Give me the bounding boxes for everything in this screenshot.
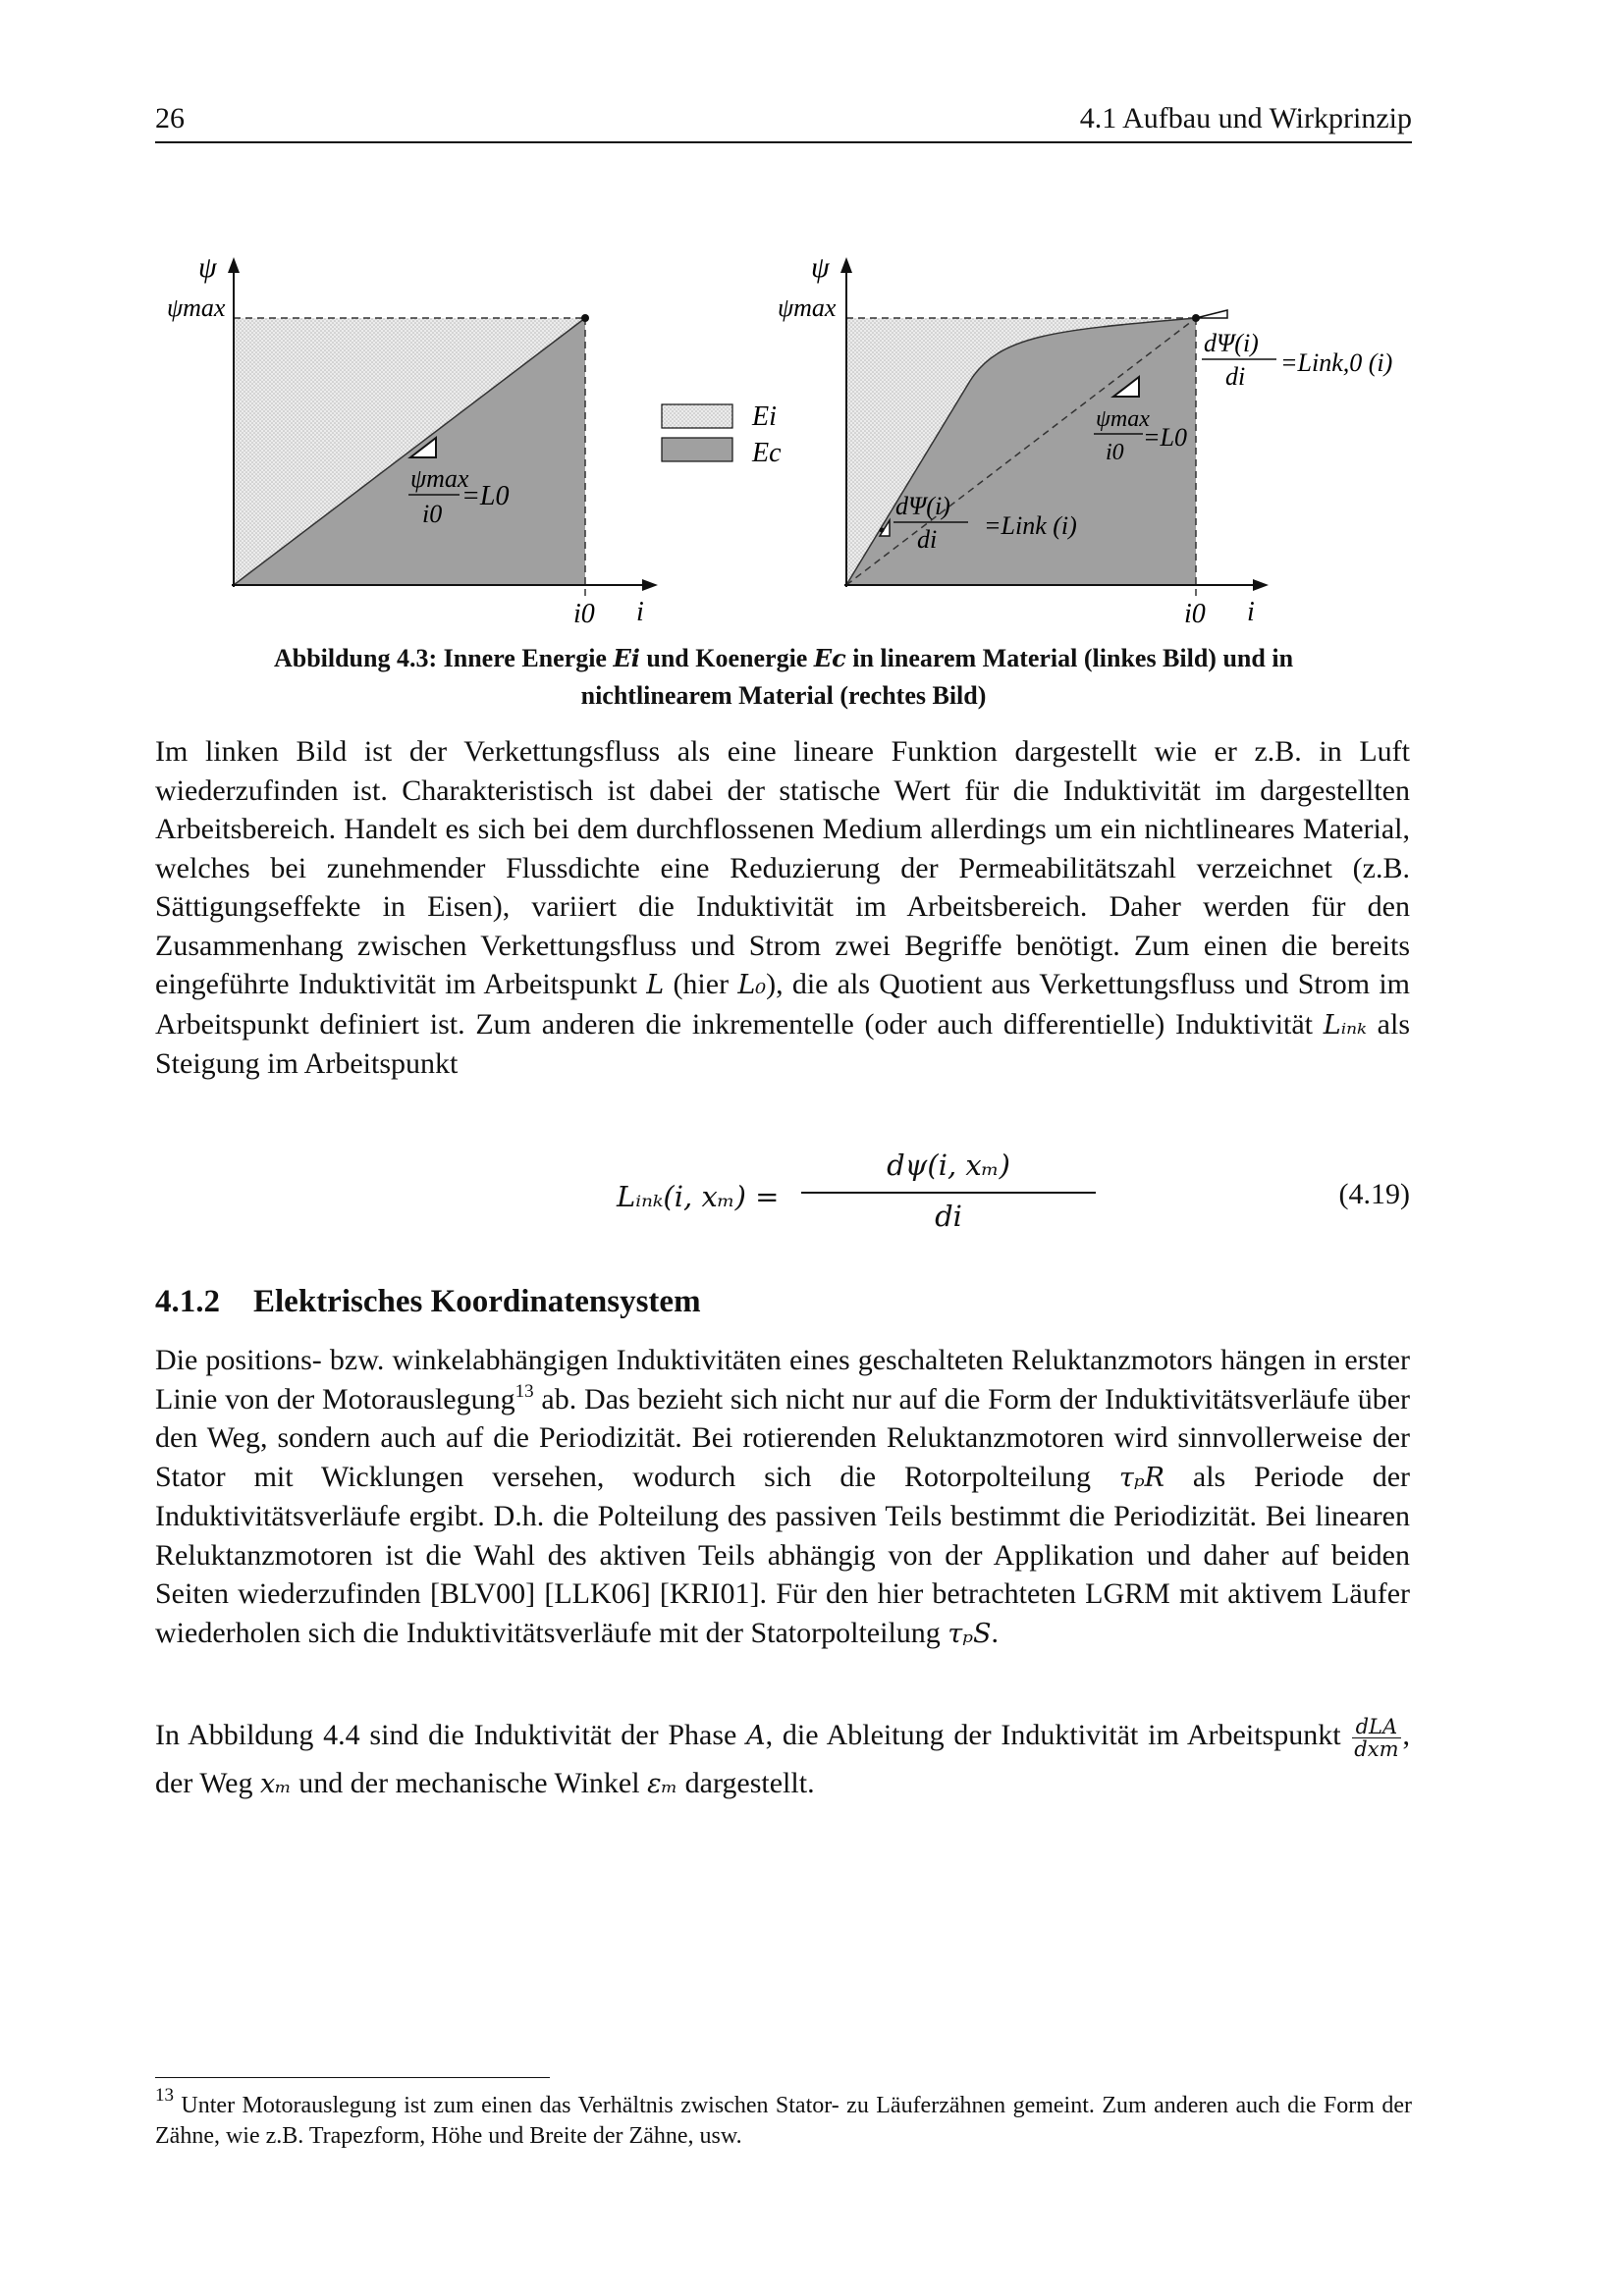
right-secant-num: ψmax <box>1096 406 1150 432</box>
left-plot <box>167 251 658 629</box>
figure-caption <box>155 640 1412 715</box>
legend-ei-label: Ei <box>752 401 777 432</box>
footnote-mark: 13 <box>155 2085 174 2106</box>
left-x-arrow <box>642 579 658 591</box>
left-psimax-label: ψmax <box>167 294 226 322</box>
right-secant-eq: =L0 <box>1143 423 1188 452</box>
caption-line-2: nichtlinearem Material (rechtes Bild) <box>580 681 987 710</box>
footnote-rule <box>155 2077 550 2078</box>
equation-numerator: dψ(i, xₘ) <box>887 1148 1010 1182</box>
equation-fraction <box>801 1148 1096 1233</box>
paragraph-2: Die positions- bzw. winkelabhängigen Induktivitäten eines geschalteten Reluktanzmotors hängen in erster Linie von der Motorauslegung$^{13}$ ab. Das bezieht sich nicht nur auf die Form der Induktivitätsverläufe über den Weg, sondern auch auf die Periodizität. Bei rotierenden Reluktanzmotoren wird sinnvollerweise der Stator mit Wicklungen versehen, wodurch sich die Rotorpolteilung τₚR als Periode der Induktivitätsverläufe ergibt. D.h. die Polteilung des passiven Teils bestimmt die Periodizität. Bei linearen Reluktanzmotoren ist die Wahl des aktiven Teils abhängig von der Applikation und daher auf beiden Seiten wiederzufinden [BLV00] [LLK06] [KRI01]. Für den hier betrachteten LGRM mit aktivem Läufer wiederholen sich die Induktivitätsverläufe mit der Statorpolteilung τₚS. <box>155 1344 1410 1649</box>
running-section-title: 4.1 Aufbau und Wirkprinzip <box>1079 102 1412 134</box>
right-secant-den: i0 <box>1106 440 1124 465</box>
right-i-label: i <box>1247 597 1255 627</box>
right-y-label: ψ <box>811 251 830 284</box>
left-y-arrow <box>228 257 240 273</box>
left-operating-point <box>581 314 589 322</box>
right-i0-label: i0 <box>1184 599 1206 629</box>
right-psimax-label: ψmax <box>778 294 837 322</box>
legend <box>662 401 782 468</box>
right-plot <box>778 251 1392 629</box>
section-number: 4.1.2 <box>155 1284 220 1319</box>
caption-text-2: und Koenergie <box>639 644 814 672</box>
section-heading <box>155 1284 701 1320</box>
footnote-text: Unter Motorauslegung ist zum einen das Verhältnis zwischen Stator- zu Läuferzähnen gemeint. Zum anderen auch die Form der Zähne, wie z.B. Trapezform, Höhe und Breite der Zähne, usw. <box>155 2093 1412 2149</box>
right-tangent-low-num: dΨ(i) <box>895 492 950 520</box>
paragraph-1: Im linken Bild ist der Verkettungsfluss als eine lineare Funktion dargestellt wie er z.B. in Luft wiederzufinden ist. Charakteristisch ist dabei der statische Wert für die Induktivität im dargestellten Arbeitsbereich. Handelt es sich bei dem durchflossenen Medium allerdings um ein nichtlineares Material, welches bei zunehmender Flussdichte eine Reduzierung der Permeabilitätszahl verzeichnet (z.B. Sättigungseffekte in Eisen), variiert die Induktivität im Arbeitsbereich. Daher werden für den Zusammenhang zwischen Verkettungsfluss und Strom zwei Begriffe benötigt. Zum einen die bereits eingeführte Induktivität im Arbeitspunkt L (hier L₀), die als Quotient aus Verkettungsfluss und Strom im Arbeitspunkt definiert ist. Zum anderen die inkrementelle (oder auch differentielle) Induktivität Lᵢₙₖ als Steigung im Arbeitspunkt <box>155 735 1410 1080</box>
left-slope-eq: =L0 <box>461 481 510 511</box>
equation-lhs: Lᵢₙₖ(i, xₘ) = <box>617 1180 780 1213</box>
caption-ec: Ec <box>813 644 846 672</box>
left-slope-den: i0 <box>422 500 443 528</box>
paragraph-3: In Abbildung 4.4 sind die Induktivität der Phase A, die Ableitung der Induktivität im Arbeitspunkt dLA dxm , der Weg xₘ und der mechanische Winkel εₘ dargestellt. <box>155 1714 1410 1799</box>
right-x-arrow <box>1253 579 1269 591</box>
section-title: Elektrisches Koordinatensystem <box>253 1284 701 1319</box>
right-tangent-top-eq: =Link,0 (i) <box>1280 348 1393 377</box>
right-tangent-point <box>880 528 885 533</box>
page-number: 26 <box>155 102 185 134</box>
left-y-label: ψ <box>198 251 217 284</box>
equation-number: (4.19) <box>1338 1178 1410 1210</box>
legend-ec-label: Ec <box>752 438 782 468</box>
equation-denominator: di <box>935 1200 962 1233</box>
caption-text-1: Abbildung 4.3: Innere Energie <box>273 644 614 672</box>
inline-fraction: dLA dxm <box>1354 1714 1399 1761</box>
legend-coenergy-swatch <box>662 438 732 461</box>
figure-4-3 <box>147 243 1424 636</box>
page-header <box>155 102 1412 143</box>
right-tangent-low-eq: =Link (i) <box>984 511 1077 540</box>
legend-inner-energy-swatch <box>662 404 732 428</box>
right-tangent-top-triangle <box>1196 310 1227 318</box>
right-tangent-low-den: di <box>917 525 938 554</box>
equation-4-19 <box>155 1148 1412 1243</box>
right-tangent-top-num: dΨ(i) <box>1204 329 1259 357</box>
right-operating-point <box>1192 314 1200 322</box>
footnote-ref: 13 <box>514 1380 534 1402</box>
left-i0-label: i0 <box>573 599 595 629</box>
left-slope-num: ψmax <box>410 464 469 493</box>
caption-ei: Ei <box>613 644 640 672</box>
right-tangent-top-den: di <box>1225 362 1246 391</box>
caption-text-3: in linearem Material (linkes Bild) und in <box>845 644 1294 672</box>
right-y-arrow <box>840 257 852 273</box>
left-i-label: i <box>636 597 644 627</box>
footnote <box>155 2085 1412 2152</box>
